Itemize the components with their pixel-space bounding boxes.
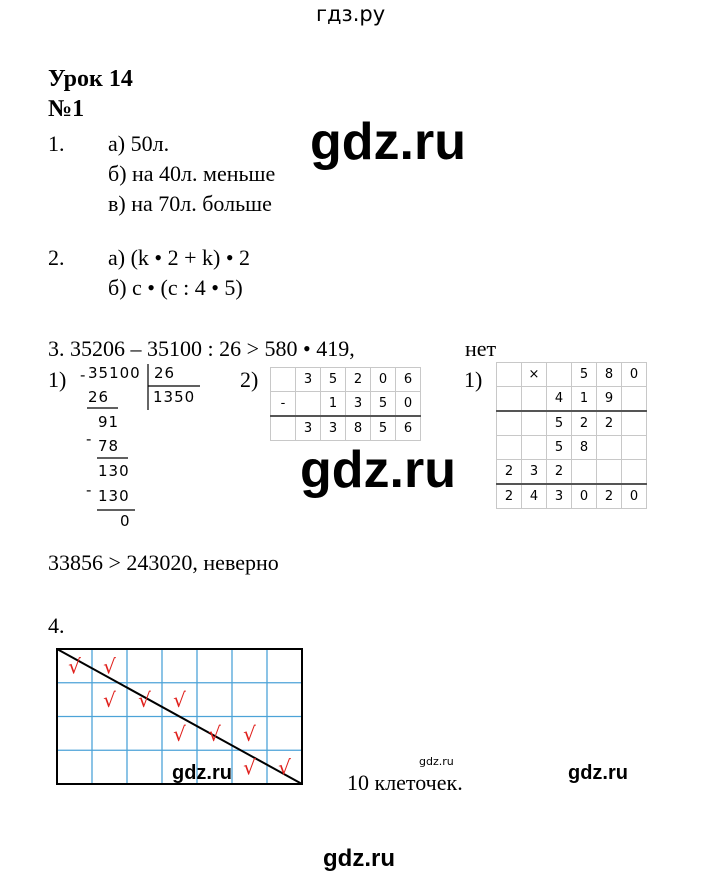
multiplication-row — [497, 436, 647, 460]
grid-cell: 3 — [547, 484, 572, 509]
item4-number: 4. — [48, 613, 65, 638]
grid-cell: 5 — [371, 416, 396, 441]
grid-cell — [522, 387, 547, 412]
item3-answer: нет — [465, 336, 497, 361]
task-number: №1 — [48, 96, 85, 122]
item3-expression: 3. 35206 – 35100 : 26 > 580 • 419, — [48, 336, 355, 361]
grid-cell — [497, 411, 522, 436]
subtraction-row — [271, 368, 421, 392]
check-mark: √ — [173, 721, 186, 746]
grid-cell: 6 — [396, 416, 421, 441]
grid-cell — [622, 436, 647, 460]
division-step-1: 26 — [88, 388, 110, 406]
grid-cell — [572, 460, 597, 485]
grid-cell: 0 — [622, 363, 647, 387]
grid-cell: 9 — [597, 387, 622, 412]
subtraction-grid — [270, 367, 421, 441]
grid-cell — [271, 368, 296, 392]
grid-cell: 2 — [497, 460, 522, 485]
grid-cell: 5 — [572, 363, 597, 387]
grid-cell: 0 — [572, 484, 597, 509]
division-divisor: 26 — [154, 364, 176, 382]
check-mark: √ — [103, 688, 116, 713]
item2-a: а) (k • 2 + k) • 2 — [108, 245, 251, 270]
multiplication-result-row — [497, 484, 647, 509]
multiplication-row — [497, 387, 647, 412]
grid-cell — [622, 387, 647, 412]
item1-a: а) 50л. — [108, 131, 170, 156]
item1-b: б) на 40л. меньше — [108, 161, 276, 186]
check-mark: √ — [243, 721, 256, 746]
check-mark: √ — [208, 721, 221, 746]
item3-conclusion: 33856 > 243020, неверно — [48, 550, 279, 575]
grid-cell: 5 — [321, 368, 346, 392]
grid-cell — [271, 416, 296, 441]
grid-cell: 5 — [547, 436, 572, 460]
item2-b: б) c • (c : 4 • 5) — [108, 275, 243, 300]
grid-cell: 0 — [622, 484, 647, 509]
watermark-small-2: gdz.ru — [568, 762, 628, 784]
division-minus: - — [86, 481, 93, 499]
division-minus: - — [86, 430, 93, 448]
grid-cell — [522, 436, 547, 460]
grid-cell: 3 — [321, 416, 346, 441]
site-header: гдз.ру — [316, 2, 386, 26]
grid-cell — [497, 436, 522, 460]
check-mark: √ — [278, 755, 291, 780]
grid-cell: - — [271, 392, 296, 417]
division-quotient: 1350 — [153, 388, 196, 406]
subtraction-label: 2) — [240, 367, 259, 392]
grid-cell: 2 — [547, 460, 572, 485]
grid-cell: 2 — [346, 368, 371, 392]
grid-cell — [522, 411, 547, 436]
multiplication-row — [497, 411, 647, 436]
grid-cell: 4 — [547, 387, 572, 412]
grid-cell: 1 — [572, 387, 597, 412]
watermark-tiny: gdz.ru — [419, 755, 454, 768]
grid-cell: 5 — [547, 411, 572, 436]
item2-number: 2. — [48, 245, 65, 270]
grid-cell: 2 — [597, 411, 622, 436]
multiplication-label: 1) — [464, 367, 483, 392]
grid-cell — [547, 363, 572, 387]
grid-cell: 5 — [371, 392, 396, 417]
grid-cell: 4 — [522, 484, 547, 509]
multiplication-row — [497, 460, 647, 485]
grid-cell — [497, 387, 522, 412]
item1-number: 1. — [48, 131, 65, 156]
grid-cell: 0 — [396, 392, 421, 417]
watermark-bottom: gdz.ru — [323, 845, 395, 872]
subtraction-row — [271, 392, 421, 417]
division-label: 1) — [48, 367, 67, 392]
division-step-6: 0 — [120, 512, 131, 530]
check-mark: √ — [103, 654, 116, 679]
grid-cell: 8 — [572, 436, 597, 460]
multiplication-grid — [496, 362, 647, 509]
grid-cell: 6 — [396, 368, 421, 392]
check-mark: √ — [243, 755, 256, 780]
grid-cell: 1 — [321, 392, 346, 417]
grid-cell: 3 — [296, 416, 321, 441]
division-step-2: 91 — [98, 413, 120, 431]
item4-answer: 10 клеточек. — [347, 770, 463, 795]
division-dividend: 35100 — [88, 364, 141, 382]
check-mark: √ — [138, 688, 151, 713]
grid-cell: 8 — [346, 416, 371, 441]
watermark-1: gdz.ru — [310, 113, 466, 171]
grid-cell — [622, 411, 647, 436]
check-mark: √ — [173, 688, 186, 713]
grid-cell — [296, 392, 321, 417]
grid-cell: 2 — [497, 484, 522, 509]
grid-cell: 3 — [296, 368, 321, 392]
check-mark: √ — [68, 654, 81, 679]
grid-cell — [497, 363, 522, 387]
division-step-3: 78 — [98, 437, 120, 455]
watermark-2: gdz.ru — [300, 441, 456, 499]
grid-cell: 0 — [371, 368, 396, 392]
watermark-small-1: gdz.ru — [172, 762, 232, 784]
grid-cell: 3 — [522, 460, 547, 485]
subtraction-result-row — [271, 416, 421, 441]
grid-cell: × — [522, 363, 547, 387]
grid-cell: 2 — [597, 484, 622, 509]
lesson-title: Урок 14 — [48, 66, 133, 92]
division-step-4: 130 — [98, 462, 130, 480]
item1-c: в) на 70л. больше — [108, 191, 272, 216]
grid-cell: 3 — [346, 392, 371, 417]
grid-cell — [597, 460, 622, 485]
division-minus: - — [80, 366, 87, 384]
grid-cell — [597, 436, 622, 460]
grid-cell — [622, 460, 647, 485]
grid-cell: 8 — [597, 363, 622, 387]
division-step-5: 130 — [98, 487, 130, 505]
grid-cell: 2 — [572, 411, 597, 436]
multiplication-row — [497, 363, 647, 387]
